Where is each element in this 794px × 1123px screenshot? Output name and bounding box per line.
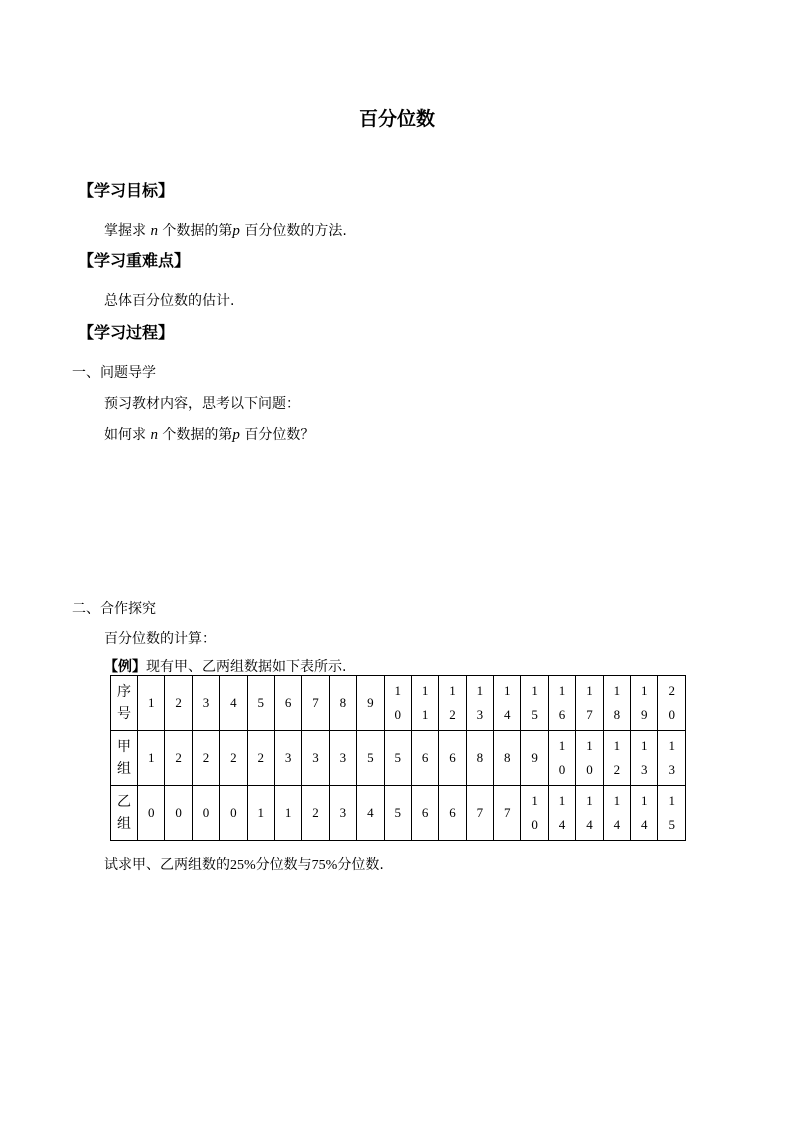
cell-value: 2	[312, 805, 319, 820]
goal-text-a: 掌握求	[104, 223, 146, 239]
cell-value: 8	[504, 750, 511, 765]
table-cell	[658, 731, 686, 786]
table-cell	[658, 786, 686, 841]
cell-value: 7	[504, 805, 511, 820]
table-cell	[220, 676, 247, 731]
table-cell	[247, 786, 274, 841]
cell-value: 2	[257, 750, 264, 765]
cell-value: 14	[504, 683, 511, 722]
table-cell	[357, 786, 384, 841]
cell-value: 16	[558, 683, 566, 722]
table-cell	[466, 731, 493, 786]
cell-value: 11	[421, 683, 429, 722]
var-n: n	[150, 223, 158, 239]
table-cell	[384, 731, 411, 786]
table-cell	[603, 731, 630, 786]
cell-value: 10	[531, 793, 538, 832]
table-cell	[274, 676, 301, 731]
table-cell	[357, 676, 384, 731]
example-line	[104, 656, 346, 676]
table-cell	[138, 786, 165, 841]
part1-line2	[104, 424, 314, 444]
table-cell	[192, 731, 219, 786]
cell-value: 1	[147, 750, 155, 765]
question-b: 分位数与	[255, 857, 312, 873]
cell-value: 13	[668, 738, 675, 777]
goal-text	[104, 220, 347, 240]
cell-value: 8	[476, 750, 484, 765]
table-cell	[603, 676, 630, 731]
question-a: 试求甲、乙两组数的	[104, 857, 230, 873]
table-cell	[165, 731, 192, 786]
table-cell	[631, 786, 658, 841]
table-cell	[411, 676, 438, 731]
part2-line1: 百分位数的计算：	[104, 631, 216, 647]
cell-value: 6	[421, 750, 429, 765]
cell-value: 3	[202, 695, 210, 710]
var-p: p	[232, 223, 240, 239]
cell-value: 14	[640, 793, 648, 832]
example-text: 现有甲、乙两组数据如下表所示.	[146, 659, 347, 675]
question-c: 分位数.	[337, 857, 384, 873]
table-cell	[466, 786, 493, 841]
table-cell	[302, 676, 329, 731]
cell-value: 14	[558, 793, 566, 832]
example-tag: 【例】	[104, 659, 146, 675]
cell-value: 17	[586, 683, 593, 722]
table-cell	[138, 676, 165, 731]
cell-value: 7	[312, 695, 319, 710]
table-cell	[220, 731, 247, 786]
row-label	[111, 786, 138, 841]
table-cell	[247, 731, 274, 786]
cell-value: 9	[531, 750, 538, 765]
goal-text-c: 百分位数的方法.	[244, 223, 347, 239]
var-n: n	[150, 427, 158, 443]
page-title: 百分位数	[358, 108, 435, 130]
table-cell	[247, 676, 274, 731]
table-cell	[302, 731, 329, 786]
table-row	[111, 731, 686, 786]
row-label	[111, 731, 138, 786]
part2-heading: 二、合作探究	[72, 601, 156, 617]
table-cell	[548, 786, 575, 841]
table-cell	[165, 676, 192, 731]
table-cell	[411, 731, 438, 786]
part1-line2-b: 个数据的第	[162, 427, 233, 443]
cell-value: 3	[339, 805, 347, 820]
table-cell	[494, 786, 521, 841]
goal-text-b: 个数据的第	[162, 223, 233, 239]
cell-value: 0	[230, 805, 237, 820]
goal-heading: 【学习目标】	[78, 181, 175, 200]
key-heading: 【学习重难点】	[78, 251, 191, 270]
cell-value: 5	[367, 750, 374, 765]
part1-line2-c: 百分位数？	[244, 427, 315, 443]
part1-line2-a: 如何求	[104, 427, 146, 443]
table-cell	[329, 731, 356, 786]
question-p2: 75%	[311, 858, 338, 873]
data-table	[110, 675, 686, 841]
table-cell	[192, 786, 219, 841]
table-cell	[576, 731, 603, 786]
cell-value: 2	[202, 750, 210, 765]
cell-value: 6	[449, 750, 456, 765]
table-cell	[439, 731, 466, 786]
question-line	[104, 854, 384, 874]
table-cell	[220, 786, 247, 841]
table-cell	[192, 676, 219, 731]
cell-value: 19	[640, 683, 648, 722]
table-cell	[603, 786, 630, 841]
row-label	[111, 676, 138, 731]
table-cell	[658, 676, 686, 731]
cell-value: 13	[476, 683, 484, 722]
cell-value: 15	[668, 793, 675, 832]
table-cell	[521, 731, 548, 786]
table-cell	[274, 731, 301, 786]
var-p: p	[232, 427, 240, 443]
cell-value: 14	[586, 793, 593, 832]
cell-value: 10	[586, 738, 593, 777]
row-label-text: 序号	[117, 684, 131, 722]
cell-value: 0	[202, 805, 210, 820]
cell-value: 20	[668, 683, 675, 722]
cell-value: 5	[394, 750, 401, 765]
table-cell	[631, 731, 658, 786]
cell-value: 4	[367, 805, 374, 820]
cell-value: 15	[531, 683, 538, 722]
table-cell	[548, 676, 575, 731]
table-cell	[329, 786, 356, 841]
table-cell	[439, 676, 466, 731]
table-row	[111, 786, 686, 841]
cell-value: 3	[284, 750, 292, 765]
table-cell	[138, 731, 165, 786]
cell-value: 6	[421, 805, 429, 820]
question-p1: 25%	[230, 858, 256, 873]
cell-value: 3	[339, 750, 347, 765]
cell-value: 5	[394, 805, 401, 820]
cell-value: 12	[449, 683, 456, 722]
process-heading: 【学习过程】	[78, 323, 175, 342]
cell-value: 10	[558, 738, 566, 777]
row-label-text: 甲组	[117, 739, 131, 777]
part1-heading: 一、问题导学	[72, 365, 156, 381]
cell-value: 0	[175, 805, 182, 820]
table-cell	[384, 786, 411, 841]
cell-value: 3	[312, 750, 319, 765]
table-cell	[357, 731, 384, 786]
table-cell	[494, 731, 521, 786]
table-cell	[521, 676, 548, 731]
cell-value: 13	[640, 738, 648, 777]
key-text: 总体百分位数的估计.	[104, 293, 235, 309]
cell-value: 14	[613, 793, 621, 832]
table-cell	[576, 786, 603, 841]
table-cell	[165, 786, 192, 841]
cell-value: 6	[284, 695, 292, 710]
table-cell	[329, 676, 356, 731]
table-row	[111, 676, 686, 731]
table-cell	[548, 731, 575, 786]
table-cell	[439, 786, 466, 841]
row-label-text: 乙组	[117, 794, 131, 832]
table-cell	[302, 786, 329, 841]
part1-line1: 预习教材内容，思考以下问题：	[104, 396, 300, 412]
table-cell	[384, 676, 411, 731]
cell-value: 7	[476, 805, 484, 820]
cell-value: 2	[175, 750, 182, 765]
cell-value: 18	[613, 683, 621, 722]
cell-value: 5	[257, 695, 264, 710]
cell-value: 1	[284, 805, 292, 820]
table-cell	[411, 786, 438, 841]
table-cell	[274, 786, 301, 841]
cell-value: 0	[147, 805, 155, 820]
table-cell	[521, 786, 548, 841]
cell-value: 12	[613, 738, 621, 777]
table-cell	[494, 676, 521, 731]
table-cell	[631, 676, 658, 731]
cell-value: 4	[230, 695, 237, 710]
cell-value: 9	[367, 695, 374, 710]
table-cell	[576, 676, 603, 731]
table-cell	[466, 676, 493, 731]
cell-value: 2	[230, 750, 237, 765]
cell-value: 2	[175, 695, 182, 710]
cell-value: 10	[394, 683, 401, 722]
cell-value: 6	[449, 805, 456, 820]
cell-value: 1	[257, 805, 264, 820]
cell-value: 8	[339, 695, 347, 710]
cell-value: 1	[147, 695, 155, 710]
